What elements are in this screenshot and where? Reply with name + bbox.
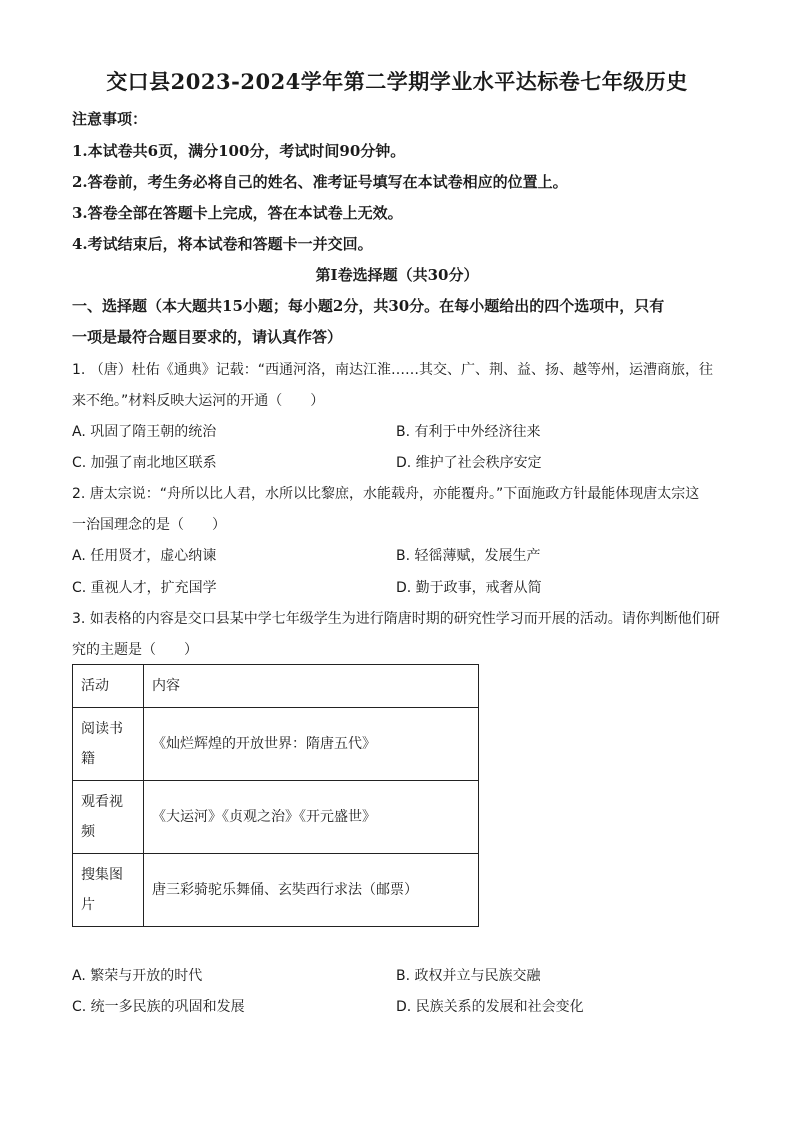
table-cell-activity — [73, 781, 144, 854]
notice-item: 3.答卷全部在答题卡上完成，答在本试卷上无效。 — [72, 204, 403, 222]
question-1-option-d: D. 维护了社会秩序安定 — [396, 455, 542, 471]
table-header-cell: 内容 — [144, 665, 479, 708]
table-cell-content: 《灿烂辉煌的开放世界：隋唐五代》 — [144, 708, 479, 781]
exam-title: 交口县2023-2024学年第二学期学业水平达标卷七年级历史 — [106, 69, 688, 94]
table-header-row — [73, 665, 479, 708]
table-cell-activity — [73, 708, 144, 781]
table-row — [73, 854, 479, 927]
question-3-stem: 究的主题是（ ） — [72, 642, 198, 658]
activity-text: 阅读书 — [81, 721, 123, 737]
notice-item: 1.本试卷共6页，满分100分，考试时间90分钟。 — [72, 142, 406, 160]
question-3-option-b: B. 政权并立与民族交融 — [396, 968, 541, 984]
question-2-option-b: B. 轻徭薄赋，发展生产 — [396, 548, 541, 564]
question-1-stem: 来不绝。”材料反映大运河的开通（ ） — [72, 393, 325, 409]
activity-table — [72, 664, 479, 927]
notice-item: 4.考试结束后，将本试卷和答题卡一并交回。 — [72, 235, 373, 253]
section-title: 第Ⅰ卷选择题（共30分） — [315, 266, 479, 284]
question-1-option-c: C. 加强了南北地区联系 — [72, 455, 217, 471]
question-3-option-c: C. 统一多民族的巩固和发展 — [72, 999, 245, 1015]
question-2-option-c: C. 重视人才，扩充国学 — [72, 580, 217, 596]
table-row — [73, 708, 479, 781]
question-2-stem: 一治国理念的是（ ） — [72, 517, 226, 533]
question-1-option-a: A. 巩固了隋王朝的统治 — [72, 424, 217, 440]
question-2-stem: 2. 唐太宗说：“舟所以比人君，水所以比黎庶，水能载舟，亦能覆舟。”下面施政方针最能体现唐太宗这 — [72, 486, 700, 502]
activity-text: 频 — [81, 824, 95, 840]
question-2-option-a: A. 任用贤才，虚心纳谏 — [72, 548, 217, 564]
section-instruction: 一项是最符合题目要求的，请认真作答） — [72, 328, 343, 346]
question-3-option-a: A. 繁荣与开放的时代 — [72, 968, 203, 984]
section-instruction: 一、选择题（本大题共15小题；每小题2分，共30分。在每小题给出的四个选项中，只有 — [72, 297, 665, 315]
question-1-option-b: B. 有利于中外经济往来 — [396, 424, 541, 440]
question-3-stem: 3. 如表格的内容是交口县某中学七年级学生为进行隋唐时期的研究性学习而开展的活动。请你判断他们研 — [72, 611, 720, 627]
table-cell-content: 《大运河》《贞观之治》《开元盛世》 — [144, 781, 479, 854]
question-3-option-d: D. 民族关系的发展和社会变化 — [396, 999, 584, 1015]
table-header-cell: 活动 — [73, 665, 144, 708]
activity-text: 籍 — [81, 751, 95, 767]
activity-text: 搜集图 — [81, 867, 123, 883]
notice-heading: 注意事项： — [72, 110, 148, 128]
table-row — [73, 781, 479, 854]
table-cell-content: 唐三彩骑驼乐舞俑、玄奘西行求法（邮票） — [144, 854, 479, 927]
table-cell-activity — [73, 854, 144, 927]
activity-text: 观看视 — [81, 794, 123, 810]
notice-item: 2.答卷前，考生务必将自己的姓名、准考证号填写在本试卷相应的位置上。 — [72, 173, 568, 191]
question-1-stem: 1. （唐）杜佑《通典》记载：“西通河洛，南达江淮……其交、广、荆、益、扬、越等州，运漕商旅，往 — [72, 362, 714, 378]
activity-text: 片 — [81, 897, 95, 913]
question-2-option-d: D. 勤于政事，戒奢从简 — [396, 580, 542, 596]
